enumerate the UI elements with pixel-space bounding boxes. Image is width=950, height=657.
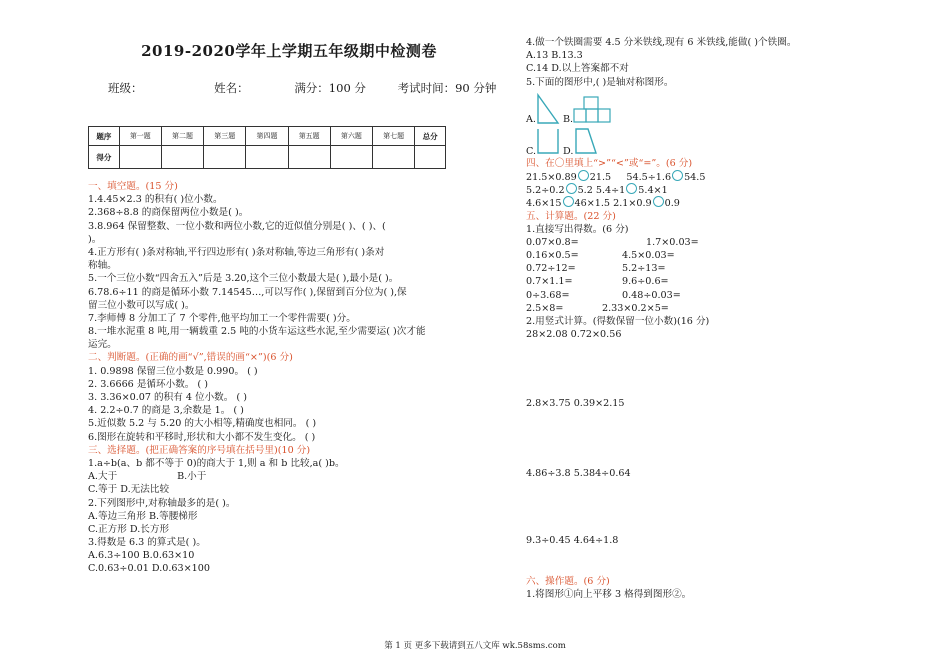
u-shape-icon	[536, 127, 560, 155]
question: 1. 0.9898 保留三位小数是 0.990。 ( )	[88, 365, 258, 377]
expr: 46×1.5	[574, 198, 611, 210]
expr: 21.5×0.89	[526, 171, 577, 183]
compare-row	[526, 196, 926, 209]
name-label: 姓名：	[214, 81, 249, 95]
right-triangle-icon	[536, 93, 560, 125]
l-shape-icon	[572, 95, 614, 125]
score-row-label: 得分	[89, 146, 120, 169]
info-line	[108, 80, 508, 96]
shape-c-label: C.	[526, 145, 537, 157]
score-cell[interactable]	[119, 146, 161, 169]
compare-circle[interactable]	[626, 183, 637, 194]
option: A.大于	[88, 471, 118, 483]
calc-row	[526, 236, 926, 249]
option: B.小于	[177, 471, 207, 483]
calc-row	[526, 249, 926, 262]
question: 4. 2.2÷0.7 的商是 3,余数是 1。 ( )	[88, 405, 244, 417]
question: 5.一个三位小数“四舍五入”后是 3.20,这个三位小数最大是( ),最小是( )。	[88, 273, 399, 285]
class-label: 班级：	[108, 81, 143, 95]
question: 1.a÷b(a、b 都不等于 0)的商大于 1,则 a 和 b 比较,a( )b。	[88, 457, 345, 469]
full-score: 满分：100 分	[294, 81, 366, 95]
question: 5.下面的图形中,( )是轴对称图形。	[526, 76, 674, 88]
score-header-cell: 总分	[415, 127, 446, 146]
section-4-title: 四、在〇里填上“>”“<”或“=”。(6 分)	[526, 157, 693, 169]
section-2-title: 二、判断题。(正确的画“√”,错误的画“×”)(6 分)	[88, 352, 293, 364]
expr: 54.5÷1.6	[626, 171, 672, 183]
score-header-cell: 第六题	[330, 127, 372, 146]
score-cell[interactable]	[161, 146, 203, 169]
trapezoid-icon	[572, 127, 598, 155]
option-row: C.0.63÷0.01 D.0.63×100	[88, 563, 210, 575]
vertical-calc-row: 9.3÷0.45 4.64÷1.8	[526, 534, 619, 546]
expr: 54.5	[684, 171, 706, 183]
compare-circle[interactable]	[566, 183, 577, 194]
calc: 0÷3.68=	[526, 289, 570, 301]
option-row: C.正方形 D.长方形	[88, 523, 170, 535]
calc-row	[526, 289, 926, 302]
question: 6.78.6÷11 的商是循环小数 7.14545…,可以写作( ),保留到百分位为( ),保	[88, 286, 407, 298]
calc: 0.72÷12=	[526, 263, 576, 275]
option-row: C.等于 D.无法比较	[88, 484, 170, 496]
compare-circle[interactable]	[672, 170, 683, 181]
question: 3.8.964 保留整数、一位小数和两位小数,它的近似值分别是( )、( )、(	[88, 220, 386, 232]
option-row: A.6.3÷100 B.0.63×10	[88, 550, 195, 562]
left-questions	[88, 180, 490, 576]
section-5-title: 五、计算题。(22 分)	[526, 210, 616, 222]
calc: 0.48÷0.03=	[622, 289, 681, 301]
expr: 5.2	[577, 185, 593, 197]
section-6-title: 六、操作题。(6 分)	[526, 575, 610, 587]
expr: 5.4×1	[638, 185, 668, 197]
calc: 4.5×0.03=	[622, 250, 675, 262]
question: 8.一堆水泥重 8 吨,用一辆载重 2.5 吨的小货车运这些水泥,至少需要运( )次才能	[88, 326, 426, 338]
score-cell[interactable]	[373, 146, 415, 169]
score-cell[interactable]	[330, 146, 372, 169]
score-header-cell: 题序	[89, 127, 120, 146]
question: 1.4.45×2.3 的积有( )位小数。	[88, 194, 223, 206]
option-row: A.等边三角形 B.等腰梯形	[88, 510, 198, 522]
calc: 0.07×0.8=	[526, 236, 579, 248]
calc-row	[526, 262, 926, 275]
question: 4.正方形有( )条对称轴,平行四边形有( )条对称轴,等边三角形有( )条对	[88, 246, 385, 258]
question-cont: 运完。	[88, 339, 117, 351]
exam-time: 考试时间：90 分钟	[397, 81, 497, 95]
calc: 0.16×0.5=	[526, 250, 579, 262]
score-header-cell: 第一题	[119, 127, 161, 146]
compare-row	[526, 183, 926, 196]
question: 2.下列图形中,对称轴最多的是( )。	[88, 497, 236, 509]
shape-a-label: A.	[526, 113, 536, 125]
exam-title: 2019-2020学年上学期五年级期中检测卷	[141, 42, 437, 60]
section-3-title: 三、选择题。(把正确答案的序号填在括号里)(10 分)	[88, 444, 311, 456]
score-cell[interactable]	[415, 146, 446, 169]
score-cell[interactable]	[204, 146, 246, 169]
work-space	[526, 411, 926, 467]
work-space	[526, 341, 926, 397]
question: 1.将图形①向上平移 3 格得到图形②。	[526, 589, 692, 601]
option-row: A.13 B.13.3	[526, 50, 583, 62]
score-cell[interactable]	[246, 146, 288, 169]
calc-row	[526, 275, 926, 288]
section-1-title: 一、填空题。(15 分)	[88, 181, 178, 192]
question: 5.近似数 5.2 与 5.20 的大小相等,精确度也相同。 ( )	[88, 418, 317, 430]
expr: 21.5	[589, 171, 612, 183]
question: 7.李师傅 8 分加工了 7 个零件,他平均加工一个零件需要( )分。	[88, 312, 356, 324]
right-questions	[526, 36, 926, 601]
question: 2.用竖式计算。(得数保留一位小数)(16 分)	[526, 316, 710, 327]
score-header-cell: 第二题	[161, 127, 203, 146]
expr: 4.6×15	[526, 198, 562, 210]
calc: 9.6÷0.6=	[622, 276, 669, 288]
score-header-cell: 第五题	[288, 127, 330, 146]
compare-circle[interactable]	[563, 196, 574, 207]
question: 2.368÷8.8 的商保留两位小数是( )。	[88, 207, 249, 219]
question: 6.图形在旋转和平移时,形状和大小都不发生变化。 ( )	[88, 431, 316, 443]
page-footer: 第 1 页 更多下载请到五八文库 wk.58sms.com	[384, 641, 566, 651]
vertical-calc-row: 28×2.08 0.72×0.56	[526, 329, 622, 341]
compare-circle[interactable]	[653, 196, 664, 207]
question: 1.直接写出得数。(6 分)	[526, 223, 629, 235]
question: 3.得数是 6.3 的算式是( )。	[88, 537, 206, 549]
question-cont: 称轴。	[88, 260, 117, 272]
compare-row	[526, 170, 926, 183]
expr: 5.4÷1	[595, 185, 626, 197]
calc: 2.33×0.2×5=	[602, 302, 669, 314]
option-row: C.14 D.以上答案都不对	[526, 63, 629, 75]
question-cont: )。	[88, 233, 102, 245]
question: 3. 3.36×0.07 的积有 4 位小数。 ( )	[88, 392, 247, 403]
score-header-cell: 第三题	[204, 127, 246, 146]
calc-row	[526, 302, 926, 315]
compare-circle[interactable]	[578, 170, 589, 181]
calc: 0.7×1.1=	[526, 276, 573, 288]
option-row	[88, 470, 490, 483]
expr: 0.9	[664, 198, 680, 210]
work-space	[526, 480, 926, 534]
question: 2. 3.6666 是循环小数。 ( )	[88, 378, 208, 390]
work-space	[526, 547, 926, 575]
expr: 5.2÷0.2	[526, 185, 565, 197]
score-header-cell: 第七题	[373, 127, 415, 146]
shape-d-label: D.	[563, 145, 574, 157]
score-table	[88, 126, 446, 169]
question: 4.做一个铁圈需要 4.5 分米铁线,现有 6 米铁线,能做( )个铁圈。	[526, 37, 797, 48]
shape-options	[526, 89, 926, 157]
shape-b-label: B.	[563, 113, 574, 125]
question-cont: 留三位小数可以写成( )。	[88, 299, 195, 311]
expr: 2.1×0.9	[613, 198, 652, 210]
calc: 2.5×8=	[526, 302, 564, 314]
calc: 1.7×0.03=	[646, 236, 699, 248]
calc: 5.2÷13=	[622, 263, 666, 275]
vertical-calc-row: 2.8×3.75 0.39×2.15	[526, 398, 625, 410]
vertical-calc-row: 4.86÷3.8 5.384÷0.64	[526, 467, 631, 479]
score-cell[interactable]	[288, 146, 330, 169]
score-header-cell: 第四题	[246, 127, 288, 146]
